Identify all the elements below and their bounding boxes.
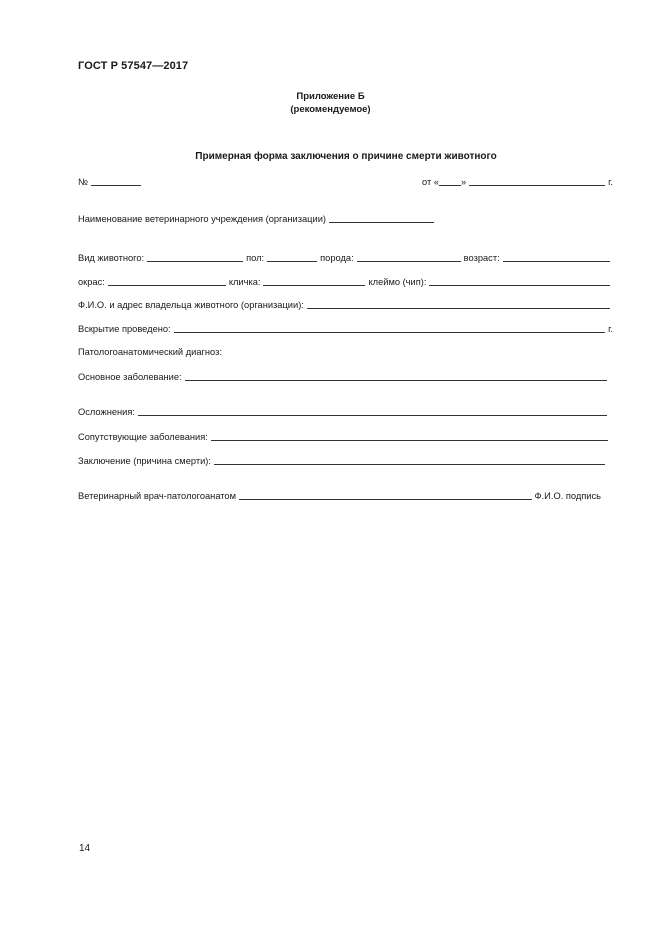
complications-row (78, 404, 610, 418)
signature-suffix: Ф.И.О. подпись (534, 491, 601, 501)
concomitant-field[interactable] (211, 431, 608, 441)
date-from-label: от « (422, 177, 439, 187)
owner-field[interactable] (307, 299, 610, 309)
age-field[interactable] (503, 252, 610, 262)
concomitant-label: Сопутствующие заболевания: (78, 432, 208, 442)
autopsy-row (78, 321, 613, 335)
breed-label: порода: (320, 253, 354, 263)
autopsy-field[interactable] (174, 323, 606, 333)
concomitant-row (78, 429, 611, 443)
number-field[interactable] (91, 176, 141, 186)
institution-field[interactable] (329, 213, 434, 223)
appendix-title: Приложение Б (296, 91, 365, 102)
date-quote-close: » (460, 177, 467, 187)
number-date-row (78, 174, 613, 188)
main-disease-field[interactable] (185, 371, 607, 381)
brand-field[interactable] (429, 276, 610, 286)
species-field[interactable] (147, 252, 243, 262)
signature-label: Ветеринарный врач-патологоанатом (78, 491, 236, 501)
breed-field[interactable] (357, 252, 461, 262)
conclusion-field[interactable] (214, 455, 605, 465)
conclusion-label: Заключение (причина смерти): (78, 456, 211, 466)
animal-info-row (78, 250, 613, 264)
species-label: Вид животного: (78, 253, 145, 263)
number-label: № (78, 177, 88, 187)
diagnosis-row (78, 344, 613, 358)
color-field[interactable] (108, 276, 226, 286)
owner-label: Ф.И.О. и адрес владельца животного (организации): (78, 300, 304, 310)
brand-label: клеймо (чип): (368, 277, 427, 287)
complications-label: Осложнения: (78, 407, 135, 417)
date-month-year-field[interactable] (469, 176, 605, 186)
appendix-status: (рекомендуемое) (290, 104, 371, 115)
autopsy-label: Вскрытие проведено: (78, 324, 171, 334)
owner-row (78, 297, 613, 311)
signature-field[interactable] (239, 490, 532, 500)
conclusion-row (78, 453, 608, 467)
standard-identifier: ГОСТ Р 57547—2017 (78, 60, 189, 72)
animal-marks-row (78, 274, 613, 288)
animal-name-field[interactable] (263, 276, 365, 286)
institution-row (78, 211, 613, 225)
complications-field[interactable] (138, 406, 607, 416)
color-label: окрас: (78, 277, 105, 287)
signature-row (78, 488, 601, 502)
name-label: кличка: (228, 277, 261, 287)
diagnosis-label: Патологоанатомический диагноз: (78, 347, 222, 357)
date-day-field[interactable] (439, 176, 461, 186)
sex-label: пол: (246, 253, 265, 263)
main-disease-label: Основное заболевание: (78, 372, 182, 382)
age-label: возраст: (463, 253, 500, 263)
date-year-suffix: г. (608, 177, 613, 187)
sex-field[interactable] (267, 252, 317, 262)
main-disease-row (78, 369, 610, 383)
form-title: Примерная форма заключения о причине смерти животного (195, 151, 497, 162)
autopsy-year-suffix: г. (608, 324, 613, 334)
page-number: 14 (79, 843, 91, 854)
institution-label: Наименование ветеринарного учреждения (организации) (78, 214, 326, 224)
